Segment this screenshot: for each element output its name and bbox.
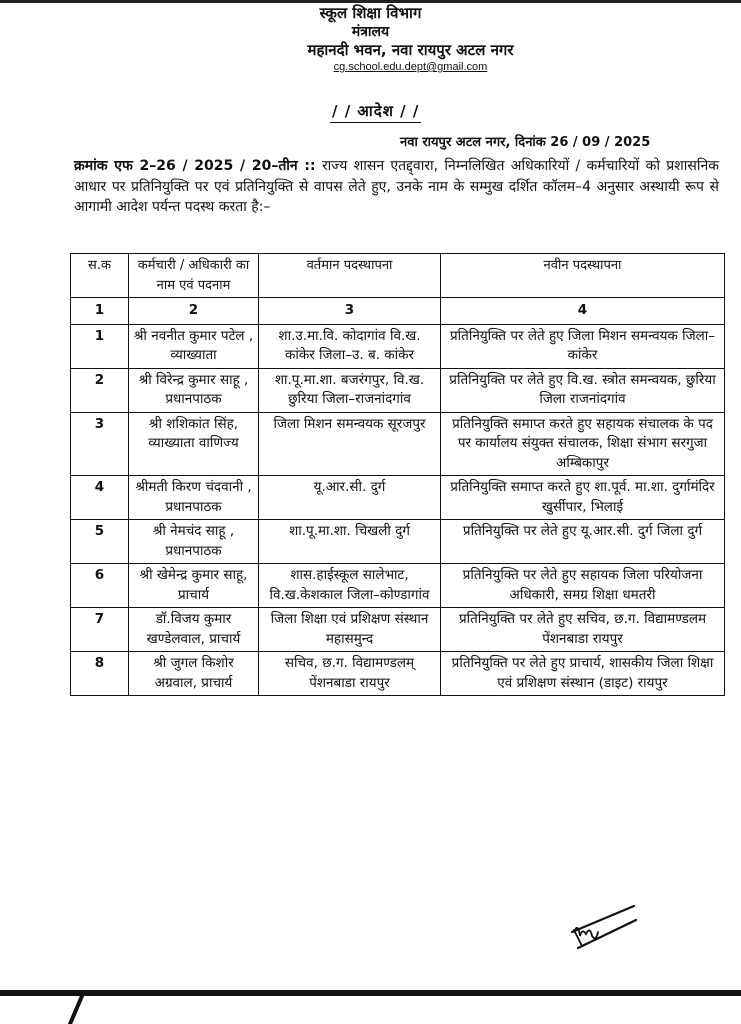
ministry-name: मंत्रालय (351, 24, 390, 40)
table-row (71, 652, 725, 696)
serial-number: 2 (71, 368, 129, 412)
serial-number: 8 (71, 652, 129, 696)
new-posting: प्रतिनियुक्ति समाप्त करते हुए सहायक संचालक के पद पर कार्यालय संयुक्त संचालक, शिक्षा संभाग सरगुजा अम्बिकापुर (441, 412, 725, 476)
order-title: / / आदेश / / (330, 101, 421, 123)
new-posting: प्रतिनियुक्ति पर लेते हुए वि.ख. स्त्रोत समन्वयक, छुरिया जिला राजनांदगांव (441, 368, 725, 412)
current-posting: जिला शिक्षा एवं प्रशिक्षण संस्थान महासमुन्द (259, 608, 441, 652)
department-email[interactable]: cg.school.edu.dept@gmail.com (333, 61, 488, 73)
employee-name: श्री शशिकांत सिंह, व्याख्याता वाणिज्य (129, 412, 259, 476)
employee-name: श्री नवनीत कुमार पटेल , व्याख्याता (129, 324, 259, 368)
serial-number: 5 (71, 520, 129, 564)
current-posting: शा.उ.मा.वि. कोदागांव वि.ख. कांकेर जिला–उ. ब. कांकेर (259, 324, 441, 368)
bottom-edge-bar (0, 990, 741, 996)
employee-name: श्रीमती किरण चंदवानी , प्रधानपाठक (129, 476, 259, 520)
office-address: महानदी भवन, नवा रायपुर अटल नगर (307, 41, 514, 59)
current-posting: जिला मिशन समन्वयक सूरजपुर (259, 412, 441, 476)
serial-number: 4 (71, 476, 129, 520)
order-intro (74, 156, 719, 218)
header-name-designation: कर्मचारी / अधिकारी का नाम एवं पदनाम (129, 254, 259, 298)
handwritten-signature-icon (568, 902, 640, 952)
employee-name: श्री खेमेन्द्र कुमार साहू, प्राचार्य (129, 564, 259, 608)
order-reference: क्रमांक एफ 2–26 / 2025 / 20–तीन :: (74, 158, 316, 174)
header-current-posting: वर्तमान पदस्थापना (259, 254, 441, 298)
current-posting: शा.पू.मा.शा. चिखली दुर्ग (259, 520, 441, 564)
new-posting: प्रतिनियुक्ति पर लेते हुए यू.आर.सी. दुर्ग जिला दुर्ग (441, 520, 725, 564)
serial-number: 7 (71, 608, 129, 652)
current-posting: सचिव, छ.ग. विद्यामण्डलम् पेंशनबाडा रायपुर (259, 652, 441, 696)
letterhead (0, 4, 741, 74)
table-row (71, 368, 725, 412)
column-number: 1 (71, 298, 129, 325)
new-posting: प्रतिनियुक्ति पर लेते हुए प्राचार्य, शासकीय जिला शिक्षा एवं प्रशिक्षण संस्थान (डाइट) रायपुर (441, 652, 725, 696)
column-number-row (71, 298, 725, 325)
column-number: 3 (259, 298, 441, 325)
serial-number: 6 (71, 564, 129, 608)
top-edge-bar (0, 0, 741, 3)
table-header-row (71, 254, 725, 298)
place-and-date: नवा रायपुर अटल नगर, दिनांक 26 / 09 / 2025 (400, 135, 651, 150)
column-number: 4 (441, 298, 725, 325)
serial-number: 3 (71, 412, 129, 476)
table-row (71, 324, 725, 368)
new-posting: प्रतिनियुक्ति समाप्त करते हुए शा.पूर्व. मा.शा. दुर्गामंदिर खुर्सीपार, भिलाई (441, 476, 725, 520)
new-posting: प्रतिनियुक्ति पर लेते हुए सचिव, छ.ग. विद्यामण्डलम पेंशनबाडा रायपुर (441, 608, 725, 652)
table-row (71, 476, 725, 520)
serial-number: 1 (71, 324, 129, 368)
posting-table (70, 253, 725, 696)
current-posting: शा.पू.मा.शा. बजरंगपुर, वि.ख. छुरिया जिला–राजनांदगांव (259, 368, 441, 412)
table-row (71, 608, 725, 652)
new-posting: प्रतिनियुक्ति पर लेते हुए जिला मिशन समन्वयक जिला–कांकेर (441, 324, 725, 368)
pen-stroke-mark (58, 996, 88, 1024)
current-posting: यू.आर.सी. दुर्ग (259, 476, 441, 520)
order-body: राज्य शासन एतद्द्वारा, निम्नलिखित अधिकारियों / कर्मचारियों को प्रशासनिक आधार पर प्रतिनियुक्ति पर एवं प्रतिनियुक्ति से वापस लेते हुए, उनके नाम के सम्मुख दर्शित कॉलम–4 अनुसार अस्थायी रूप से आगामी आदेश पर्यन्त पदस्थ करता है:– (74, 158, 719, 215)
employee-name: डॉ.विजय कुमार खण्डेलवाल, प्राचार्य (129, 608, 259, 652)
header-new-posting: नवीन पदस्थापना (441, 254, 725, 298)
department-name: स्कूल शिक्षा विभाग (319, 4, 422, 22)
table-row (71, 564, 725, 608)
table-row (71, 520, 725, 564)
employee-name: श्री विरेन्द्र कुमार साहू , प्रधानपाठक (129, 368, 259, 412)
table-row (71, 412, 725, 476)
current-posting: शास.हाईस्कूल सालेभाट, वि.ख.केशकाल जिला–कोण्डागांव (259, 564, 441, 608)
column-number: 2 (129, 298, 259, 325)
employee-name: श्री जुगल किशोर अग्रवाल, प्राचार्य (129, 652, 259, 696)
new-posting: प्रतिनियुक्ति पर लेते हुए सहायक जिला परियोजना अधिकारी, समग्र शिक्षा धमतरी (441, 564, 725, 608)
employee-name: श्री नेमचंद साहू , प्रधानपाठक (129, 520, 259, 564)
header-serial: स.क (71, 254, 129, 298)
